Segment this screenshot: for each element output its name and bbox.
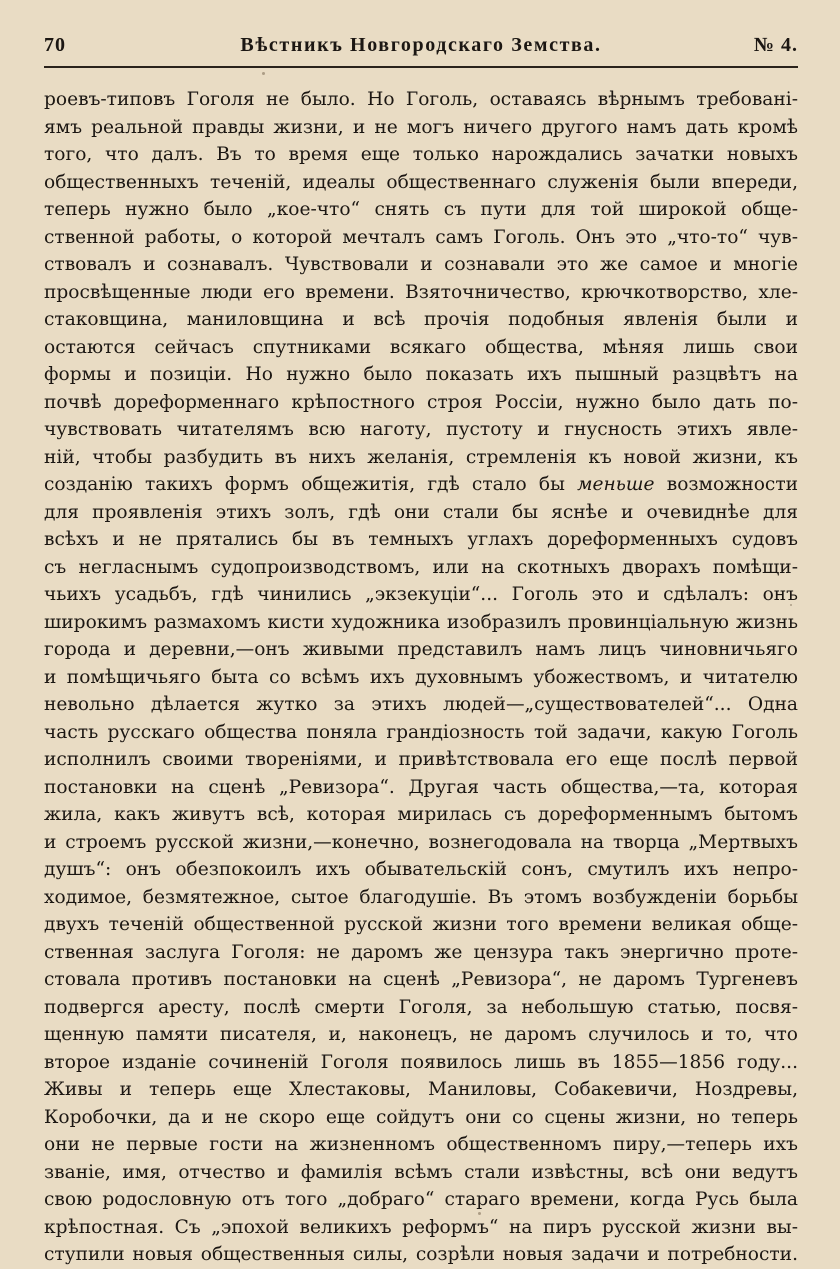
text-line: просвѣщенные люди его времени. Взяточничество, крючкотворство, хле- xyxy=(44,281,798,303)
text-line: крѣпостная. Съ „эпохой великихъ реформъ“ на пиръ русской жизни вы- xyxy=(44,1216,798,1238)
text-line: ступили новыя общественныя силы, созрѣли новыя задачи и потребности. xyxy=(44,1244,798,1265)
text-line: исполнилъ своими творенiями, и привѣтствовала его еще послѣ первой xyxy=(44,749,798,770)
text-line: чьихъ усадьбъ, гдѣ чинились „экзекуцiи“... Гоголь это и сдѣлалъ: онъ xyxy=(44,584,798,605)
text-line: они не первые гости на жизненномъ общественномъ пиру,—теперь ихъ xyxy=(44,1134,798,1155)
text-line: ходимое, безмятежное, сытое благодушiе. Въ этомъ возбужденiи борьбы xyxy=(44,886,798,908)
text-line: двухъ теченiй общественной русской жизни того времени великая обще- xyxy=(44,914,798,935)
text-line: остаются сейчасъ спутниками всякаго общества, мѣняя лишь свои xyxy=(44,336,798,358)
paper-speck xyxy=(478,1212,481,1215)
text-line: чувствовать читателямъ всю наготу, пустоту и гнусность этихъ явле- xyxy=(44,419,798,440)
text-line: почвѣ дореформеннаго крѣпостного строя Россiи, нужно было дать по- xyxy=(44,391,798,413)
text-line: второе изданiе сочиненiй Гоголя появилось лишь въ 1855—1856 году... xyxy=(44,1051,798,1073)
text-line: Живы и теперь еще Хлестаковы, Маниловы, Собакевичи, Ноздревы, xyxy=(44,1079,798,1100)
text-line: общественныхъ теченiй, идеалы общественнаго служенiя были впереди, xyxy=(44,171,798,193)
text-line: душъ“: онъ обезпокоилъ ихъ обывательскiй сонъ, смутилъ ихъ непро- xyxy=(44,859,798,880)
text-line: и строемъ русской жизни,—конечно, вознегодовала на творца „Мертвыхъ xyxy=(44,831,798,853)
text-line: нiй, чтобы разбудить въ нихъ желанiя, стремленiя къ новой жизни, къ xyxy=(44,446,798,468)
text-line: званiе, имя, отчество и фамилiя всѣмъ стали извѣстны, всѣ они ведутъ xyxy=(44,1161,798,1183)
text-line: города и деревни,—онъ живыми представилъ намъ лицъ чиновничьяго xyxy=(44,639,798,660)
text-line: Коробочки, да и не скоро еще сойдутъ они со сцены жизни, но теперь xyxy=(44,1106,798,1128)
text-line: формы и позицiи. Но нужно было показать ихъ пышный разцвѣтъ на xyxy=(44,364,798,385)
text-line: постановки на сценѣ „Ревизора“. Другая часть общества,—та, которая xyxy=(44,776,798,798)
text-line: невольно дѣлается жутко за этихъ людей—„существователей“... Одна xyxy=(44,694,798,715)
text-fragment: возможности xyxy=(654,474,798,495)
text-line: теперь нужно было „кое-что“ снять съ пути для той широкой обще- xyxy=(44,199,798,220)
text-line: свою родословную отъ того „добраго“ стараго времени, когда Русь была xyxy=(44,1189,798,1210)
text-line: широкимъ размахомъ кисти художника изобразилъ провинцiальную жизнь xyxy=(44,611,798,633)
paper-speck xyxy=(262,72,265,75)
text-line: для проявленiя этихъ золъ, гдѣ они стали бы яснѣе и очевиднѣе для xyxy=(44,501,798,523)
article-body xyxy=(44,86,798,1269)
paper-speck xyxy=(790,604,792,606)
text-line: ямъ реальной правды жизни, и не могъ ничего другого намъ дать кромѣ xyxy=(44,116,798,138)
header-rule xyxy=(44,66,798,68)
text-line: и помѣщичьяго быта со всѣмъ ихъ духовнымъ убожествомъ, и читателю xyxy=(44,666,798,688)
text-line: ствовалъ и сознавалъ. Чувствовали и сознавали это же самое и многiе xyxy=(44,254,798,275)
text-fragment: созданiю такихъ формъ общежитiя, гдѣ стало бы xyxy=(44,474,578,495)
text-line: стовала противъ постановки на сценѣ „Ревизора“, не даромъ Тургеневъ xyxy=(44,969,798,990)
text-line: подвергся аресту, послѣ смерти Гоголя, за небольшую статью, посвя- xyxy=(44,996,798,1018)
text-line-with-emphasis xyxy=(44,471,798,499)
page-number: 70 xyxy=(44,34,66,56)
text-line: щенную памяти писателя, и, наконецъ, не даромъ случилось и то, что xyxy=(44,1024,798,1045)
text-line: всѣхъ и не прятались бы въ темныхъ углахъ дореформенныхъ судовъ xyxy=(44,529,798,550)
text-line: съ негласнымъ судопроизводствомъ, или на скотныхъ дворахъ помѣщи- xyxy=(44,556,798,578)
emphasized-word: меньше xyxy=(577,474,655,495)
text-line: роевъ-типовъ Гоголя не было. Но Гоголь, оставаясь вѣрнымъ требованi- xyxy=(44,89,798,110)
running-title: Вѣстникъ Новгородскаго Земства. xyxy=(240,34,602,56)
text-line: стаковщина, маниловщина и всѣ прочiя подобныя явленiя были и xyxy=(44,309,798,330)
text-line: ственной работы, о которой мечталъ самъ Гоголь. Онъ это „что-то“ чув- xyxy=(44,226,798,248)
text-line: жила, какъ живутъ всѣ, которая мирилась съ дореформеннымъ бытомъ xyxy=(44,804,798,825)
text-line: ственная заслуга Гоголя: не даромъ же цензура такъ энергично проте- xyxy=(44,941,798,963)
text-line: того, что далъ. Въ то время еще только нарождались зачатки новыхъ xyxy=(44,144,798,165)
text-line: часть русскаго общества поняла грандiозность той задачи, какую Гоголь xyxy=(44,721,798,743)
page-header xyxy=(44,30,798,64)
issue-number: № 4. xyxy=(753,34,798,56)
